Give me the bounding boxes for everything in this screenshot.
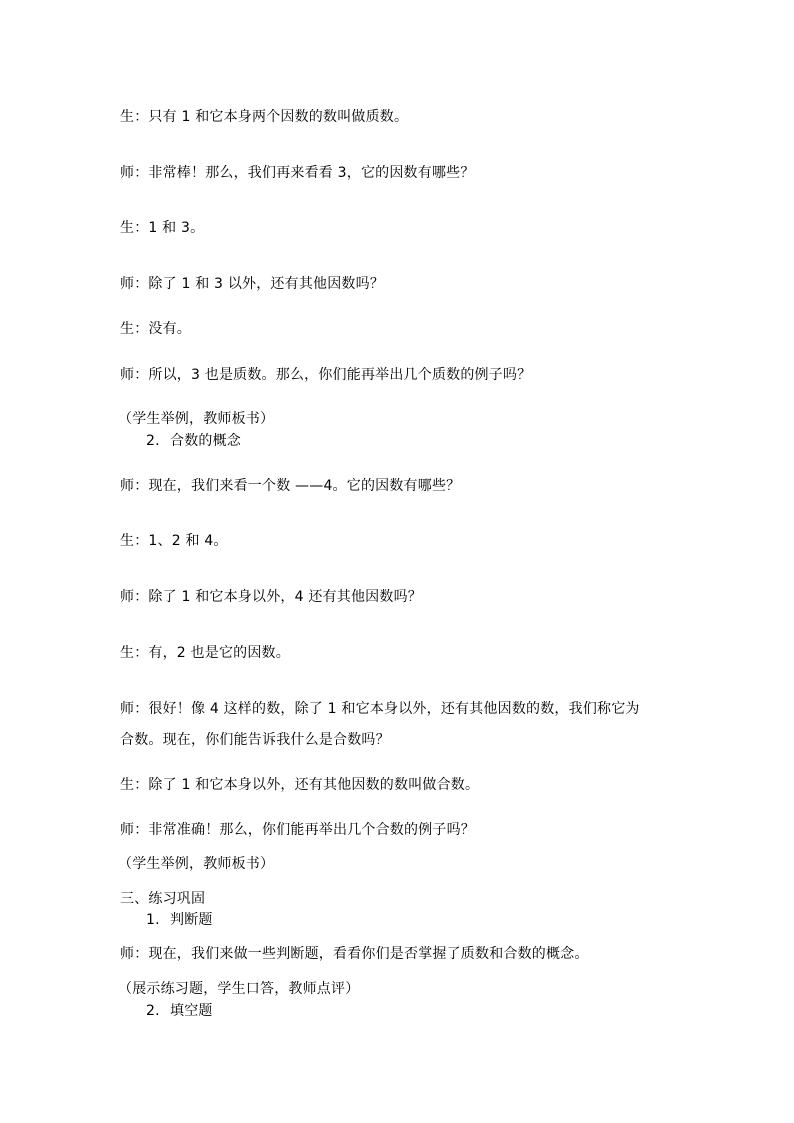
paragraph: 师：除了 1 和它本身以外，4 还有其他因数吗？ xyxy=(120,589,422,605)
list-text: 判断题 xyxy=(170,912,213,928)
paragraph: 生：1、2 和 4。 xyxy=(120,533,228,549)
list-item xyxy=(146,911,213,929)
paragraph: 师：除了 1 和 3 以外，还有其他因数吗？ xyxy=(120,276,385,292)
paragraph: 师：很好！像 4 这样的数，除了 1 和它本身以外，还有其他因数的数，我们称它为 xyxy=(120,701,640,717)
stage-note: （学生举例，教师板书） xyxy=(118,856,275,872)
list-item xyxy=(146,432,241,450)
paragraph: 生：除了 1 和它本身以外，还有其他因数的数叫做合数。 xyxy=(120,777,480,793)
paragraph: 师：所以，3 也是质数。那么，你们能再举出几个质数的例子吗？ xyxy=(120,367,532,383)
paragraph: 生：只有 1 和它本身两个因数的数叫做质数。 xyxy=(120,109,409,125)
list-number: 2. xyxy=(146,1003,160,1019)
paragraph: 合数。现在，你们能告诉我什么是合数吗？ xyxy=(120,732,390,748)
list-text: 填空题 xyxy=(170,1003,213,1019)
paragraph: 生：有，2 也是它的因数。 xyxy=(120,645,290,661)
list-number: 1. xyxy=(146,912,160,928)
section-heading: 三、练习巩固 xyxy=(120,891,206,907)
list-text: 合数的概念 xyxy=(170,433,241,449)
stage-note: （学生举例，教师板书） xyxy=(118,411,275,427)
list-item xyxy=(146,1002,213,1020)
paragraph: 师：非常准确！那么，你们能再举出几个合数的例子吗？ xyxy=(120,822,475,838)
stage-note: （展示练习题，学生口答，教师点评） xyxy=(118,981,360,997)
list-number: 2. xyxy=(146,433,160,449)
paragraph: 生：1 和 3。 xyxy=(120,220,205,236)
paragraph: 师：现在，我们来做一些判断题，看看你们是否掌握了质数和合数的概念。 xyxy=(120,946,589,962)
paragraph: 师：现在，我们来看一个数 ——4。它的因数有哪些？ xyxy=(120,478,461,494)
paragraph: 师：非常棒！那么，我们再来看看 3，它的因数有哪些？ xyxy=(120,165,475,181)
paragraph: 生：没有。 xyxy=(120,321,191,337)
